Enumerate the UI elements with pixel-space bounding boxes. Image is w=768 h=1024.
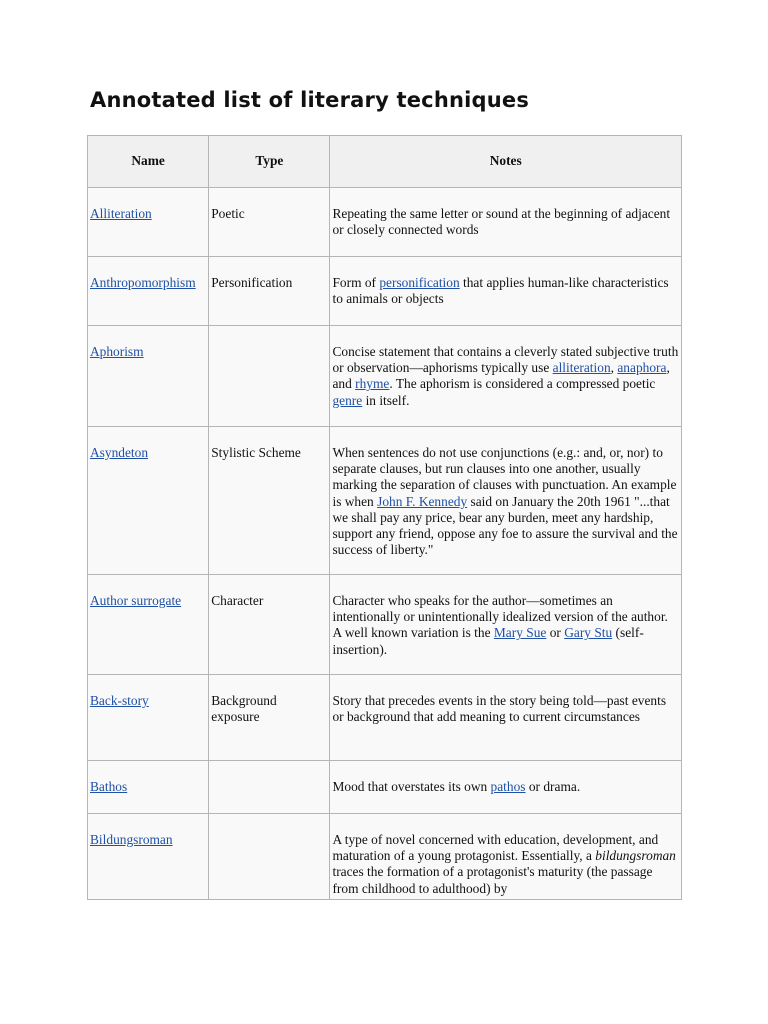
table-header-row (88, 136, 682, 188)
cell-type (209, 761, 330, 814)
table-row (88, 575, 682, 675)
table-row (88, 188, 682, 257)
notes-text: Repeating the same letter or sound at the beginning of adjacent or closely connected words (332, 206, 671, 238)
cell-notes (330, 427, 682, 575)
inline-link[interactable]: Mary Sue (493, 625, 547, 641)
notes-text: Character who speaks for the author—sometimes an intentionally or unintentionally idealized version of the author. A well known variation is the (332, 593, 668, 641)
column-header-type: Type (209, 136, 330, 188)
cell-type: Personification (209, 257, 330, 326)
italic-term: bildungsroman (595, 848, 676, 864)
column-header-name: Name (88, 136, 209, 188)
cell-notes (330, 257, 682, 326)
cell-type: Poetic (209, 188, 330, 257)
inline-link[interactable]: John F. Kennedy (377, 493, 468, 509)
table-row (88, 675, 682, 761)
technique-link[interactable]: Asyndeton (90, 445, 149, 460)
inline-link[interactable]: pathos (490, 779, 526, 794)
cell-name (88, 427, 209, 575)
technique-link[interactable]: Anthropomorphism (90, 275, 196, 290)
notes-text: (self-insertion). (332, 625, 644, 657)
technique-link[interactable]: Aphorism (90, 344, 144, 359)
cell-name (88, 188, 209, 257)
notes-text: Form of (332, 275, 380, 290)
technique-link[interactable]: Author surrogate (90, 593, 182, 608)
technique-link[interactable]: Bathos (90, 779, 128, 794)
notes-text: , (610, 360, 618, 376)
notes-text: , and (332, 360, 670, 392)
notes-text: or drama. (525, 779, 581, 794)
inline-link[interactable]: anaphora (617, 360, 667, 376)
cell-notes (330, 814, 682, 900)
column-header-notes: Notes (330, 136, 682, 188)
inline-link[interactable]: rhyme (355, 376, 390, 392)
inline-link[interactable]: Gary Stu (564, 625, 613, 641)
cell-notes (330, 575, 682, 675)
notes-text: said on January the 20th 1961 "...that we shall pay any price, bear any burden, meet any hardship, support any friend, oppose any foe to assure the survival and the success of liberty." (332, 493, 678, 558)
notes-text: . The aphorism is considered a compressed poetic (389, 376, 656, 392)
notes-text: When sentences do not use conjunctions (e.g.: and, or, nor) to separate clauses, but run clauses into one another, usually marking the separation of clauses with punctuation. An example is when (332, 445, 677, 509)
cell-type: Character (209, 575, 330, 675)
notes-text: Mood that overstates its own (332, 779, 491, 794)
table-row (88, 257, 682, 326)
cell-name (88, 257, 209, 326)
cell-notes (330, 326, 682, 427)
cell-type (209, 814, 330, 900)
notes-text: traces the formation of a protagonist's maturity (the passage from childhood to adulthood) by (332, 864, 653, 896)
notes-text: in itself. (362, 392, 410, 408)
cell-type: Stylistic Scheme (209, 427, 330, 575)
cell-name (88, 761, 209, 814)
cell-notes (330, 188, 682, 257)
inline-link[interactable]: genre (332, 392, 363, 408)
table-body (88, 188, 682, 900)
cell-name (88, 326, 209, 427)
cell-type (209, 326, 330, 427)
inline-link[interactable]: alliteration (552, 360, 611, 376)
notes-text: that applies human-like characteristics to animals or objects (332, 275, 669, 307)
cell-name (88, 675, 209, 761)
inline-link[interactable]: personification (379, 275, 460, 290)
table-row (88, 761, 682, 814)
cell-type: Background exposure (209, 675, 330, 761)
cell-notes (330, 761, 682, 814)
notes-text: Concise statement that contains a cleverly stated subjective truth or observation—aphorisms typically use (332, 344, 679, 376)
techniques-table (87, 135, 682, 900)
cell-notes (330, 675, 682, 761)
page-title: Annotated list of literary techniques (90, 88, 530, 112)
table-row (88, 814, 682, 900)
technique-link[interactable]: Alliteration (90, 206, 152, 221)
table-row (88, 326, 682, 427)
notes-text: or (546, 625, 565, 641)
table-row (88, 427, 682, 575)
technique-link[interactable]: Bildungsroman (90, 832, 173, 847)
notes-text: A type of novel concerned with education, development, and maturation of a young protagonist. Essentially, a (332, 832, 659, 864)
technique-link[interactable]: Back-story (90, 693, 149, 708)
cell-name (88, 814, 209, 900)
notes-text: Story that precedes events in the story being told—past events or background that add meaning to current circumstances (332, 693, 667, 725)
cell-name (88, 575, 209, 675)
